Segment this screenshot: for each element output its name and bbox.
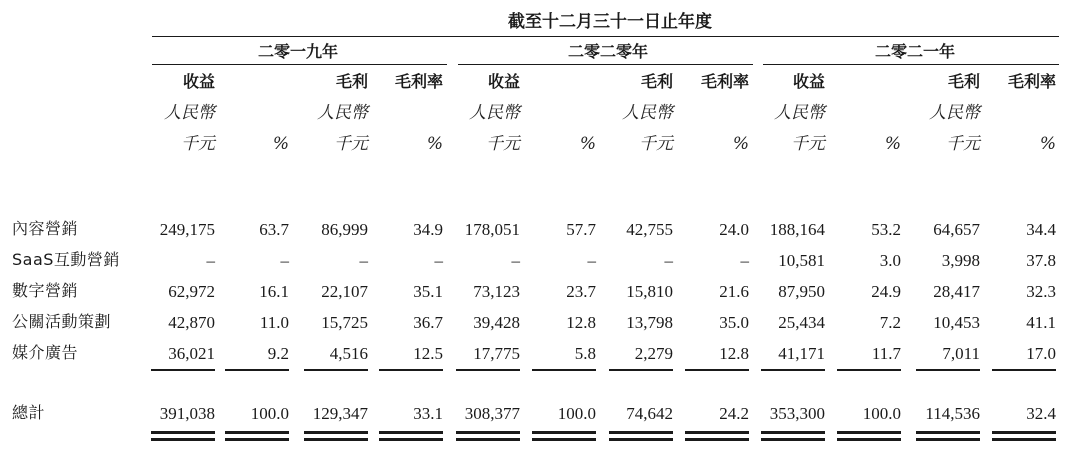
row-label: 公關活動策劃 <box>12 312 112 331</box>
table-cell: 57.7 <box>566 220 596 239</box>
table-cell: 11.7 <box>871 344 901 363</box>
subtotal-rule <box>685 369 749 371</box>
table-cell: 42,870 <box>168 313 215 332</box>
table-cell: 100.0 <box>250 404 289 423</box>
gross-margin-header: 毛利率 <box>394 72 443 91</box>
table-cell: 391,038 <box>159 404 215 423</box>
gross-profit-header: 毛利 <box>335 72 368 91</box>
total-double-rule <box>304 438 368 441</box>
caption-underline <box>152 36 1059 37</box>
table-cell: – <box>511 251 520 270</box>
gross-profit-currency-label: 人民幣 <box>622 103 673 123</box>
table-cell: 16.1 <box>259 282 289 301</box>
table-cell: 24.9 <box>871 282 901 301</box>
gross-profit-currency-label: 人民幣 <box>929 103 980 123</box>
total-double-rule <box>609 438 673 441</box>
table-cell: – <box>587 251 596 270</box>
table-cell: 178,051 <box>464 220 520 239</box>
table-cell: 100.0 <box>862 404 901 423</box>
total-label: 總計 <box>12 403 46 422</box>
revenue-currency-label: 人民幣 <box>469 103 520 123</box>
table-cell: 73,123 <box>473 282 520 301</box>
subtotal-rule <box>916 369 980 371</box>
table-cell: 34.9 <box>413 220 443 239</box>
total-double-rule <box>837 438 901 441</box>
table-cell: 4,516 <box>329 344 368 363</box>
revenue-header: 收益 <box>487 72 520 91</box>
total-double-rule <box>225 431 289 434</box>
year-2021-header: 二零二一年 <box>875 42 956 61</box>
table-cell: 25,434 <box>778 313 825 332</box>
total-double-rule <box>992 431 1056 434</box>
table-cell: 15,810 <box>626 282 673 301</box>
table-cell: 21.6 <box>719 282 749 301</box>
table-cell: 42,755 <box>626 220 673 239</box>
table-cell: 62,972 <box>168 282 215 301</box>
table-cell: 35.0 <box>719 313 749 332</box>
table-cell: 10,453 <box>933 313 980 332</box>
table-cell: 22,107 <box>321 282 368 301</box>
subtotal-rule <box>151 369 215 371</box>
year-2019-header: 二零一九年 <box>258 42 339 61</box>
percent-unit-label: % <box>884 134 901 154</box>
gross-profit-unit-label: 千元 <box>639 134 673 154</box>
table-cell: 7,011 <box>942 344 980 363</box>
subtotal-rule <box>379 369 443 371</box>
gross-margin-header: 毛利率 <box>700 72 749 91</box>
row-label: 媒介廣告 <box>12 343 79 362</box>
year-2020-underline <box>458 64 753 65</box>
gross-margin-unit-label: % <box>426 134 443 154</box>
subtotal-rule <box>304 369 368 371</box>
table-cell: 41,171 <box>778 344 825 363</box>
table-cell: 74,642 <box>626 404 673 423</box>
table-cell: 17,775 <box>473 344 520 363</box>
subtotal-rule <box>837 369 901 371</box>
table-cell: 9.2 <box>267 344 289 363</box>
total-double-rule <box>992 438 1056 441</box>
table-cell: 35.1 <box>413 282 443 301</box>
table-cell: 15,725 <box>321 313 368 332</box>
table-cell: 32.4 <box>1026 404 1056 423</box>
table-cell: 53.2 <box>871 220 901 239</box>
table-cell: 12.8 <box>566 313 596 332</box>
table-cell: 5.8 <box>574 344 596 363</box>
table-cell: – <box>206 251 215 270</box>
table-cell: 188,164 <box>769 220 825 239</box>
subtotal-rule <box>456 369 520 371</box>
total-double-rule <box>916 431 980 434</box>
table-cell: 24.0 <box>719 220 749 239</box>
revenue-currency-label: 人民幣 <box>164 103 215 123</box>
total-double-rule <box>225 438 289 441</box>
total-double-rule <box>609 431 673 434</box>
table-cell: 3,998 <box>941 251 980 270</box>
year-2020-header: 二零二零年 <box>568 42 649 61</box>
table-cell: 34.4 <box>1026 220 1056 239</box>
gross-profit-unit-label: 千元 <box>946 134 980 154</box>
table-cell: 10,581 <box>778 251 825 270</box>
year-2021-underline <box>763 64 1059 65</box>
gross-margin-header: 毛利率 <box>1007 72 1056 91</box>
table-cell: 37.8 <box>1026 251 1056 270</box>
table-cell: 7.2 <box>879 313 901 332</box>
table-cell: 23.7 <box>566 282 596 301</box>
revenue-unit-label: 千元 <box>486 134 520 154</box>
table-cell: 33.1 <box>413 404 443 423</box>
table-cell: 100.0 <box>557 404 596 423</box>
total-double-rule <box>685 431 749 434</box>
table-cell: – <box>434 251 443 270</box>
table-cell: 353,300 <box>769 404 825 423</box>
table-cell: 36,021 <box>168 344 215 363</box>
total-double-rule <box>151 431 215 434</box>
table-cell: 308,377 <box>464 404 520 423</box>
gross-profit-header: 毛利 <box>947 72 980 91</box>
table-cell: 39,428 <box>473 313 520 332</box>
revenue-unit-label: 千元 <box>791 134 825 154</box>
total-double-rule <box>837 431 901 434</box>
table-cell: 13,798 <box>626 313 673 332</box>
gross-margin-unit-label: % <box>732 134 749 154</box>
total-double-rule <box>532 438 596 441</box>
total-double-rule <box>532 431 596 434</box>
revenue-unit-label: 千元 <box>181 134 215 154</box>
table-cell: 11.0 <box>259 313 289 332</box>
table-cell: – <box>664 251 673 270</box>
table-cell: 12.8 <box>719 344 749 363</box>
table-cell: 3.0 <box>879 251 901 270</box>
table-cell: 87,950 <box>778 282 825 301</box>
table-cell: 24.2 <box>719 404 749 423</box>
subtotal-rule <box>609 369 673 371</box>
table-cell: 36.7 <box>413 313 443 332</box>
table-cell: – <box>359 251 368 270</box>
revenue-header: 收益 <box>182 72 215 91</box>
table-cell: 249,175 <box>159 220 215 239</box>
total-double-rule <box>456 431 520 434</box>
table-cell: 114,536 <box>925 404 980 423</box>
subtotal-rule <box>761 369 825 371</box>
table-cell: – <box>280 251 289 270</box>
revenue-currency-label: 人民幣 <box>774 103 825 123</box>
table-cell: 17.0 <box>1026 344 1056 363</box>
gross-profit-currency-label: 人民幣 <box>317 103 368 123</box>
total-double-rule <box>379 438 443 441</box>
table-cell: 63.7 <box>259 220 289 239</box>
year-2019-underline <box>152 64 447 65</box>
table-cell: – <box>740 251 749 270</box>
total-double-rule <box>304 431 368 434</box>
table-caption: 截至十二月三十一日止年度 <box>508 12 712 32</box>
gross-profit-header: 毛利 <box>640 72 673 91</box>
gross-profit-unit-label: 千元 <box>334 134 368 154</box>
subtotal-rule <box>225 369 289 371</box>
total-double-rule <box>379 431 443 434</box>
total-double-rule <box>761 438 825 441</box>
table-cell: 64,657 <box>933 220 980 239</box>
table-cell: 32.3 <box>1026 282 1056 301</box>
table-cell: 12.5 <box>413 344 443 363</box>
total-double-rule <box>761 431 825 434</box>
table-cell: 28,417 <box>933 282 980 301</box>
total-double-rule <box>151 438 215 441</box>
percent-unit-label: % <box>272 134 289 154</box>
row-label: 內容營銷 <box>12 219 79 238</box>
table-cell: 2,279 <box>634 344 673 363</box>
total-double-rule <box>456 438 520 441</box>
table-cell: 41.1 <box>1026 313 1056 332</box>
subtotal-rule <box>992 369 1056 371</box>
revenue-header: 收益 <box>792 72 825 91</box>
row-label: SaaS互動營銷 <box>12 250 120 269</box>
row-label: 數字營銷 <box>12 281 79 300</box>
subtotal-rule <box>532 369 596 371</box>
table-cell: 129,347 <box>312 404 368 423</box>
total-double-rule <box>916 438 980 441</box>
total-double-rule <box>685 438 749 441</box>
percent-unit-label: % <box>579 134 596 154</box>
table-cell: 86,999 <box>321 220 368 239</box>
gross-margin-unit-label: % <box>1039 134 1056 154</box>
